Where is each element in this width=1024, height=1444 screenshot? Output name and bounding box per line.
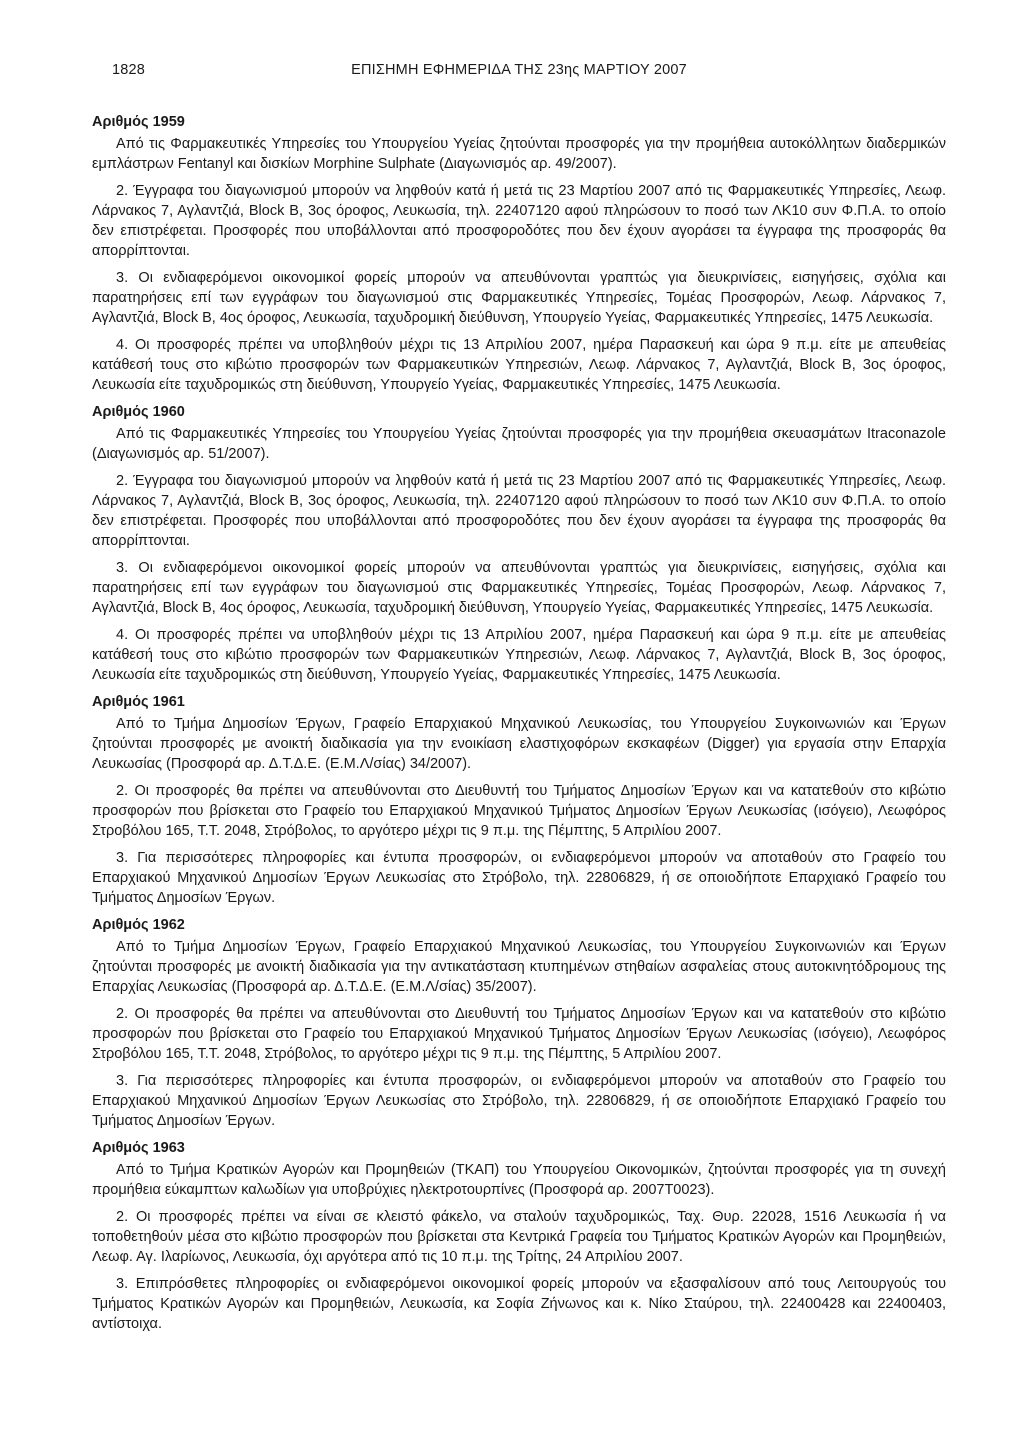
notice-paragraph: 2. Οι προσφορές θα πρέπει να απευθύνονται στο Διευθυντή του Τμήματος Δημοσίων Έργων και να κατατεθούν στο κιβώτιο προσφορών που βρίσκεται στο Γραφείο του Επαρχιακού Μηχανικού Τμήματος Δημοσίων Έργων Λευκωσίας (ισόγειο), Λεωφόρος Στροβόλου 165, Τ.Τ. 2048, Στρόβολος, το αργότερο μέχρι τις 9 π.μ. της Πέμπτης, 5 Απριλίου 2007. xyxy=(92,1006,946,1062)
notice-paragraph: 3. Οι ενδιαφερόμενοι οικονομικοί φορείς μπορούν να απευθύνονται γραπτώς για διευκρινίσεις, εισηγήσεις, σχόλια και παρατηρήσεις επί των εγγράφων του διαγωνισμού στις Φαρμακευτικές Υπηρεσίες, Τομέας Προσφορών, Λεωφ. Λάρνακος 7, Αγλαντζιά, Block B, 4ος όροφος, Λευκωσία, ταχυδρομική διεύθυνση, Υπουργείο Υγείας, Φαρμακευτικές Υπηρεσίες, 1475 Λευκωσία. xyxy=(92,270,946,326)
notice-paragraph: Από τις Φαρμακευτικές Υπηρεσίες του Υπουργείου Υγείας ζητούνται προσφορές για την προμήθεια αυτοκόλλητων διαδερμικών εμπλάστρων Fentanyl και δισκίων Morphine Sulphate (Διαγωνισμός αρ. 49/2007). xyxy=(92,136,946,172)
notice-paragraph: 3. Για περισσότερες πληροφορίες και έντυπα προσφορών, οι ενδιαφερόμενοι μπορούν να αποταθούν στο Γραφείο του Επαρχιακού Μηχανικού Δημοσίων Έργων Λευκωσίας στο Στρόβολο, τηλ. 22806829, ή σε οποιοδήποτε Επαρχιακό Γραφείο του Τμήματος Δημοσίων Έργων. xyxy=(92,1073,946,1129)
page-number: 1828 xyxy=(112,62,146,78)
notice-paragraph: 2. Έγγραφα του διαγωνισμού μπορούν να ληφθούν κατά ή μετά τις 23 Μαρτίου 2007 από τις Φαρμακευτικές Υπηρεσίες, Λεωφ. Λάρνακος 7, Αγλαντζιά, Block B, 3ος όροφος, Λευκωσία, τηλ. 22407120 αφού πληρώσουν το ποσό των ΛΚ10 συν Φ.Π.Α. το οποίο δεν επιστρέφεται. Προσφορές που υποβάλλονται από προσφοροδότες που δεν έχουν αγοράσει τα έγγραφα της προσφοράς θα απορρίπτονται. xyxy=(92,473,946,549)
notice-3 xyxy=(92,692,946,908)
notice-number: Αριθμός 1963 xyxy=(92,1140,185,1156)
notice-number: Αριθμός 1960 xyxy=(92,404,185,420)
gazette-page xyxy=(92,62,946,1341)
notice-paragraph: Από το Τμήμα Κρατικών Αγορών και Προμηθειών (ΤΚΑΠ) του Υπουργείου Οικονομικών, ζητούνται προσφορές για τη συνεχή προμήθεια εύκαμπτων καλωδίων για υποβρύχιες ηλεκτροτουρπίνες (Προσφορά αρ. 2007Τ0023). xyxy=(92,1162,946,1198)
gazette-title: ΕΠΙΣΗΜΗ ΕΦΗΜΕΡΙΔΑ ΤΗΣ 23ης ΜΑΡΤΙΟΥ 2007 xyxy=(351,62,687,78)
notice-paragraph: 2. Οι προσφορές πρέπει να είναι σε κλειστό φάκελο, να σταλούν ταχυδρομικώς, Ταχ. Θυρ. 22028, 1516 Λευκωσία ή να τοποθετηθούν μέσα στο κιβώτιο προσφορών που βρίσκεται στα Κεντρικά Γραφεία του Τμήματος Κρατικών Αγορών και Προμηθειών, Λεωφ. Αγ. Ιλαρίωνος, Λευκωσία, όχι αργότερα από τις 10 π.μ. της Τρίτης, 24 Απριλίου 2007. xyxy=(92,1209,946,1265)
notice-2 xyxy=(92,402,946,685)
notice-paragraph: 3. Οι ενδιαφερόμενοι οικονομικοί φορείς μπορούν να απευθύνονται γραπτώς για διευκρινίσεις, εισηγήσεις, σχόλια και παρατηρήσεις επί των εγγράφων του διαγωνισμού στις Φαρμακευτικές Υπηρεσίες, Τομέας Προσφορών, Λεωφ. Λάρνακος 7, Αγλαντζιά, Block B, 4ος όροφος, Λευκωσία, ταχυδρομική διεύθυνση, Υπουργείο Υγείας, Φαρμακευτικές Υπηρεσίες, 1475 Λευκωσία. xyxy=(92,560,946,616)
notice-number: Αριθμός 1959 xyxy=(92,114,185,130)
notice-paragraph: 4. Οι προσφορές πρέπει να υποβληθούν μέχρι τις 13 Απριλίου 2007, ημέρα Παρασκευή και ώρα 9 π.μ. είτε με απευθείας κατάθεσή τους στο κιβώτιο προσφορών των Φαρμακευτικών Υπηρεσιών, Λεωφ. Λάρνακος 7, Αγλαντζιά, Block B, 3ος όροφος, Λευκωσία είτε ταχυδρομικώς στη διεύθυνση, Υπουργείο Υγείας, Φαρμακευτικές Υπηρεσίες, 1475 Λευκωσία. xyxy=(92,627,946,683)
notice-paragraph: 3. Επιπρόσθετες πληροφορίες οι ενδιαφερόμενοι οικονομικοί φορείς μπορούν να εξασφαλίσουν από τους Λειτουργούς του Τμήματος Κρατικών Αγορών και Προμηθειών, Λευκωσία, κα Σοφία Ζήνωνος και κ. Νίκο Σταύρου, τηλ. 22400428 και 22400403, αντίστοιχα. xyxy=(92,1276,946,1332)
notice-number: Αριθμός 1961 xyxy=(92,694,185,710)
notices-list xyxy=(92,112,946,1334)
notice-number: Αριθμός 1962 xyxy=(92,917,185,933)
notice-paragraph: Από τις Φαρμακευτικές Υπηρεσίες του Υπουργείου Υγείας ζητούνται προσφορές για την προμήθεια σκευασμάτων Itraconazole (Διαγωνισμός αρ. 51/2007). xyxy=(92,426,946,462)
notice-paragraph: 3. Για περισσότερες πληροφορίες και έντυπα προσφορών, οι ενδιαφερόμενοι μπορούν να αποταθούν στο Γραφείο του Επαρχιακού Μηχανικού Δημοσίων Έργων Λευκωσίας στο Στρόβολο, τηλ. 22806829, ή σε οποιοδήποτε Επαρχιακό Γραφείο του Τμήματος Δημοσίων Έργων. xyxy=(92,850,946,906)
notice-paragraph: Από το Τμήμα Δημοσίων Έργων, Γραφείο Επαρχιακού Μηχανικού Λευκωσίας, του Υπουργείου Συγκοινωνιών και Έργων ζητούνται προσφορές με ανοικτή διαδικασία για την αντικατάσταση κτυπημένων στηθαίων ασφαλείας στους αυτοκινητόδρομους της Επαρχίας Λευκωσίας (Προσφορά αρ. Δ.Τ.Δ.Ε. (Ε.Μ.Λ/σίας) 35/2007). xyxy=(92,939,946,995)
notice-paragraph: 2. Έγγραφα του διαγωνισμού μπορούν να ληφθούν κατά ή μετά τις 23 Μαρτίου 2007 από τις Φαρμακευτικές Υπηρεσίες, Λεωφ. Λάρνακος 7, Αγλαντζιά, Block B, 3ος όροφος, Λευκωσία, τηλ. 22407120 αφού πληρώσουν το ποσό των ΛΚ10 συν Φ.Π.Α. το οποίο δεν επιστρέφεται. Προσφορές που υποβάλλονται από προσφοροδότες που δεν έχουν αγοράσει τα έγγραφα της προσφοράς θα απορρίπτονται. xyxy=(92,183,946,259)
notice-paragraph: 4. Οι προσφορές πρέπει να υποβληθούν μέχρι τις 13 Απριλίου 2007, ημέρα Παρασκευή και ώρα 9 π.μ. είτε με απευθείας κατάθεσή τους στο κιβώτιο προσφορών των Φαρμακευτικών Υπηρεσιών, Λεωφ. Λάρνακος 7, Αγλαντζιά, Block B, 3ος όροφος, Λευκωσία είτε ταχυδρομικώς στη διεύθυνση, Υπουργείο Υγείας, Φαρμακευτικές Υπηρεσίες, 1475 Λευκωσία. xyxy=(92,337,946,393)
notice-paragraph: 2. Οι προσφορές θα πρέπει να απευθύνονται στο Διευθυντή του Τμήματος Δημοσίων Έργων και να κατατεθούν στο κιβώτιο προσφορών που βρίσκεται στο Γραφείο του Επαρχιακού Μηχανικού Τμήματος Δημοσίων Έργων Λευκωσίας (ισόγειο), Λεωφόρος Στροβόλου 165, Τ.Τ. 2048, Στρόβολος, το αργότερο μέχρι τις 9 π.μ. της Πέμπτης, 5 Απριλίου 2007. xyxy=(92,783,946,839)
notice-4 xyxy=(92,915,946,1131)
notice-paragraph: Από το Τμήμα Δημοσίων Έργων, Γραφείο Επαρχιακού Μηχανικού Λευκωσίας, του Υπουργείου Συγκοινωνιών και Έργων ζητούνται προσφορές με ανοικτή διαδικασία για την ενοικίαση ελαστιχοφόρων εκσκαφέων (Digger) για εργασία στην Επαρχία Λευκωσίας (Προσφορά αρ. Δ.Τ.Δ.Ε. (Ε.Μ.Λ/σίας) 34/2007). xyxy=(92,716,946,772)
notice-5 xyxy=(92,1138,946,1334)
page-header xyxy=(92,62,946,84)
notice-1 xyxy=(92,112,946,395)
